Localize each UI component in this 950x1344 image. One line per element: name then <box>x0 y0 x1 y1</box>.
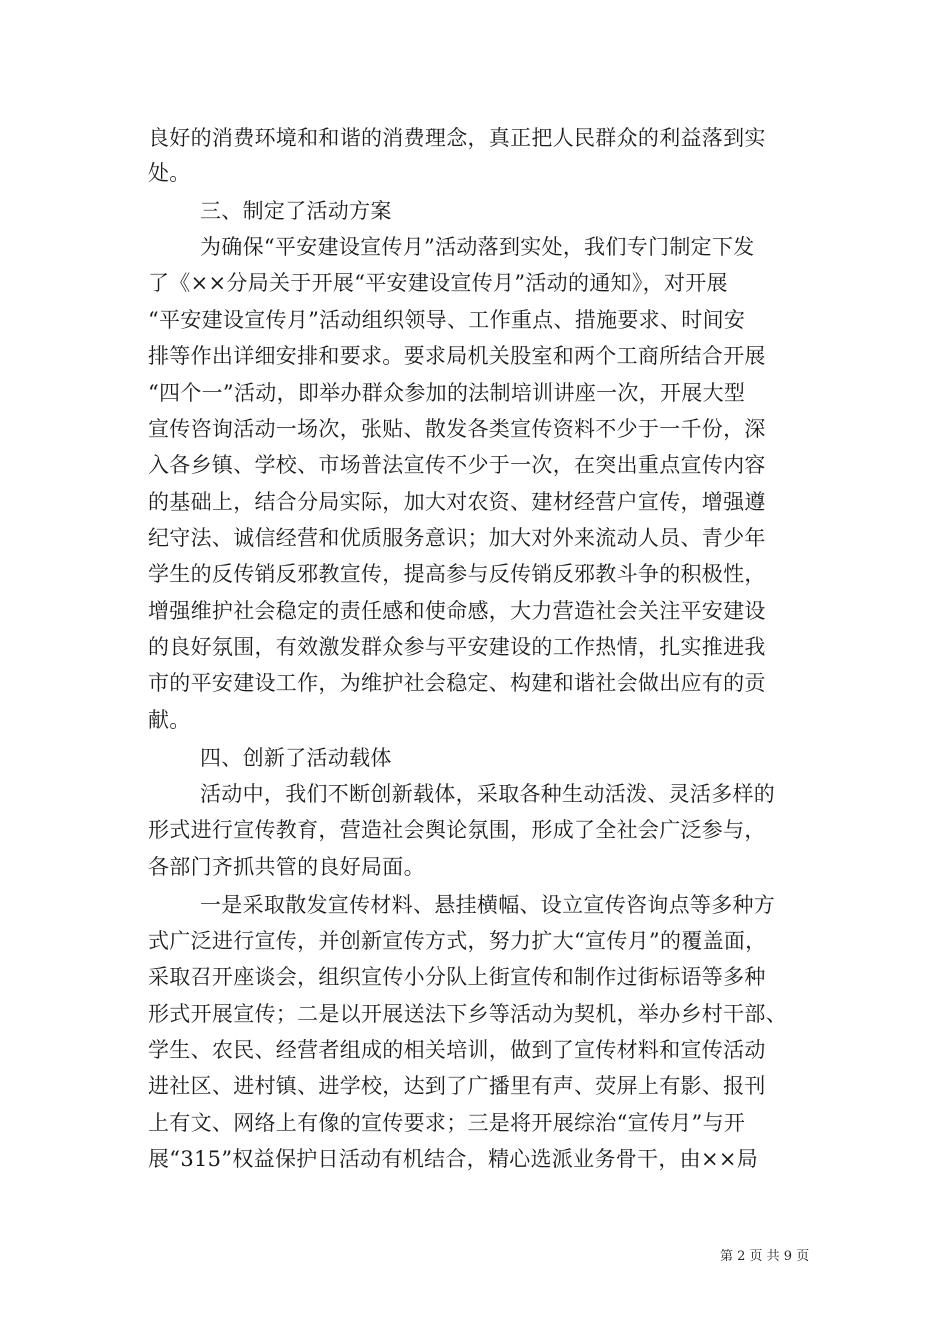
text-line: 活动中，我们不断创新载体，采取各种生动活泼、灵活多样的 <box>200 782 776 806</box>
text-line: 入各乡镇、学校、市场普法宣传不少于一次，在突出重点宣传内容 <box>148 453 766 477</box>
text-line: 市的平安建设工作，为维护社会稳定、构建和谐社会做出应有的贡 <box>148 671 766 695</box>
text-line: “四个一”活动，即举办群众参加的法制培训讲座一次，开展大型 <box>148 381 746 405</box>
text-line: 进社区、进村镇、进学校，达到了广播里有声、荧屏上有影、报刊 <box>148 1074 766 1098</box>
text-line: 为确保“平安建设宣传月”活动落到实处，我们专门制定下发 <box>200 235 755 259</box>
text-line: 献。 <box>148 708 191 732</box>
text-line: 良好的消费环境和和谐的消费理念，真正把人民群众的利益落到实 <box>148 126 766 150</box>
text-line: 的基础上，结合分局实际，加大对农资、建材经营户宣传，增强遵 <box>148 490 766 514</box>
text-line: 处。 <box>148 161 191 185</box>
text-line: 形式开展宣传；二是以开展送法下乡等活动为契机，举办乡村干部、 <box>148 1002 787 1026</box>
text-line: 学生的反传销反邪教宣传，提高参与反传销反邪教斗争的积极性， <box>148 562 766 586</box>
page-number: 第 2 页 共 9 页 <box>720 1249 810 1264</box>
text-line: 上有文、网络上有像的宣传要求；三是将开展综治“宣传月”与开 <box>148 1111 746 1135</box>
text-line: 的良好氛围，有效激发群众参与平安建设的工作热情，扎实推进我 <box>148 635 766 659</box>
text-line: 排等作出详细安排和要求。要求局机关股室和两个工商所结合开展 <box>148 344 766 368</box>
section-heading: 四、创新了活动载体 <box>200 746 392 770</box>
text-line: “平安建设宣传月”活动组织领导、工作重点、措施要求、时间安 <box>148 308 746 332</box>
text-line: 宣传咨询活动一场次，张贴、散发各类宣传资料不少于一千份，深 <box>148 417 766 441</box>
text-line: 形式进行宣传教育，营造社会舆论氛围，形成了全社会广泛参与， <box>148 818 766 842</box>
text-line: 采取召开座谈会，组织宣传小分队上街宣传和制作过街标语等多种 <box>148 965 766 989</box>
text-line: 一是采取散发宣传材料、悬挂横幅、设立宣传咨询点等多种方 <box>200 893 776 917</box>
text-line: 了《××分局关于开展“平安建设宣传月”活动的通知》，对开展 <box>148 271 728 295</box>
text-line: 增强维护社会稳定的责任感和使命感，大力营造社会关注平安建设 <box>148 599 766 623</box>
text-line: 纪守法、诚信经营和优质服务意识；加大对外来流动人员、青少年 <box>148 526 766 550</box>
text-line: 各部门齐抓共管的良好局面。 <box>148 855 425 879</box>
section-heading: 三、制定了活动方案 <box>200 199 392 223</box>
text-line: 学生、农民、经营者组成的相关培训，做到了宣传材料和宣传活动 <box>148 1038 766 1062</box>
text-line: 展“315”权益保护日活动有机结合，精心选派业务骨干，由××局 <box>148 1147 759 1171</box>
text-line: 式广泛进行宣传，并创新宣传方式，努力扩大“宣传月”的覆盖面， <box>148 929 767 953</box>
